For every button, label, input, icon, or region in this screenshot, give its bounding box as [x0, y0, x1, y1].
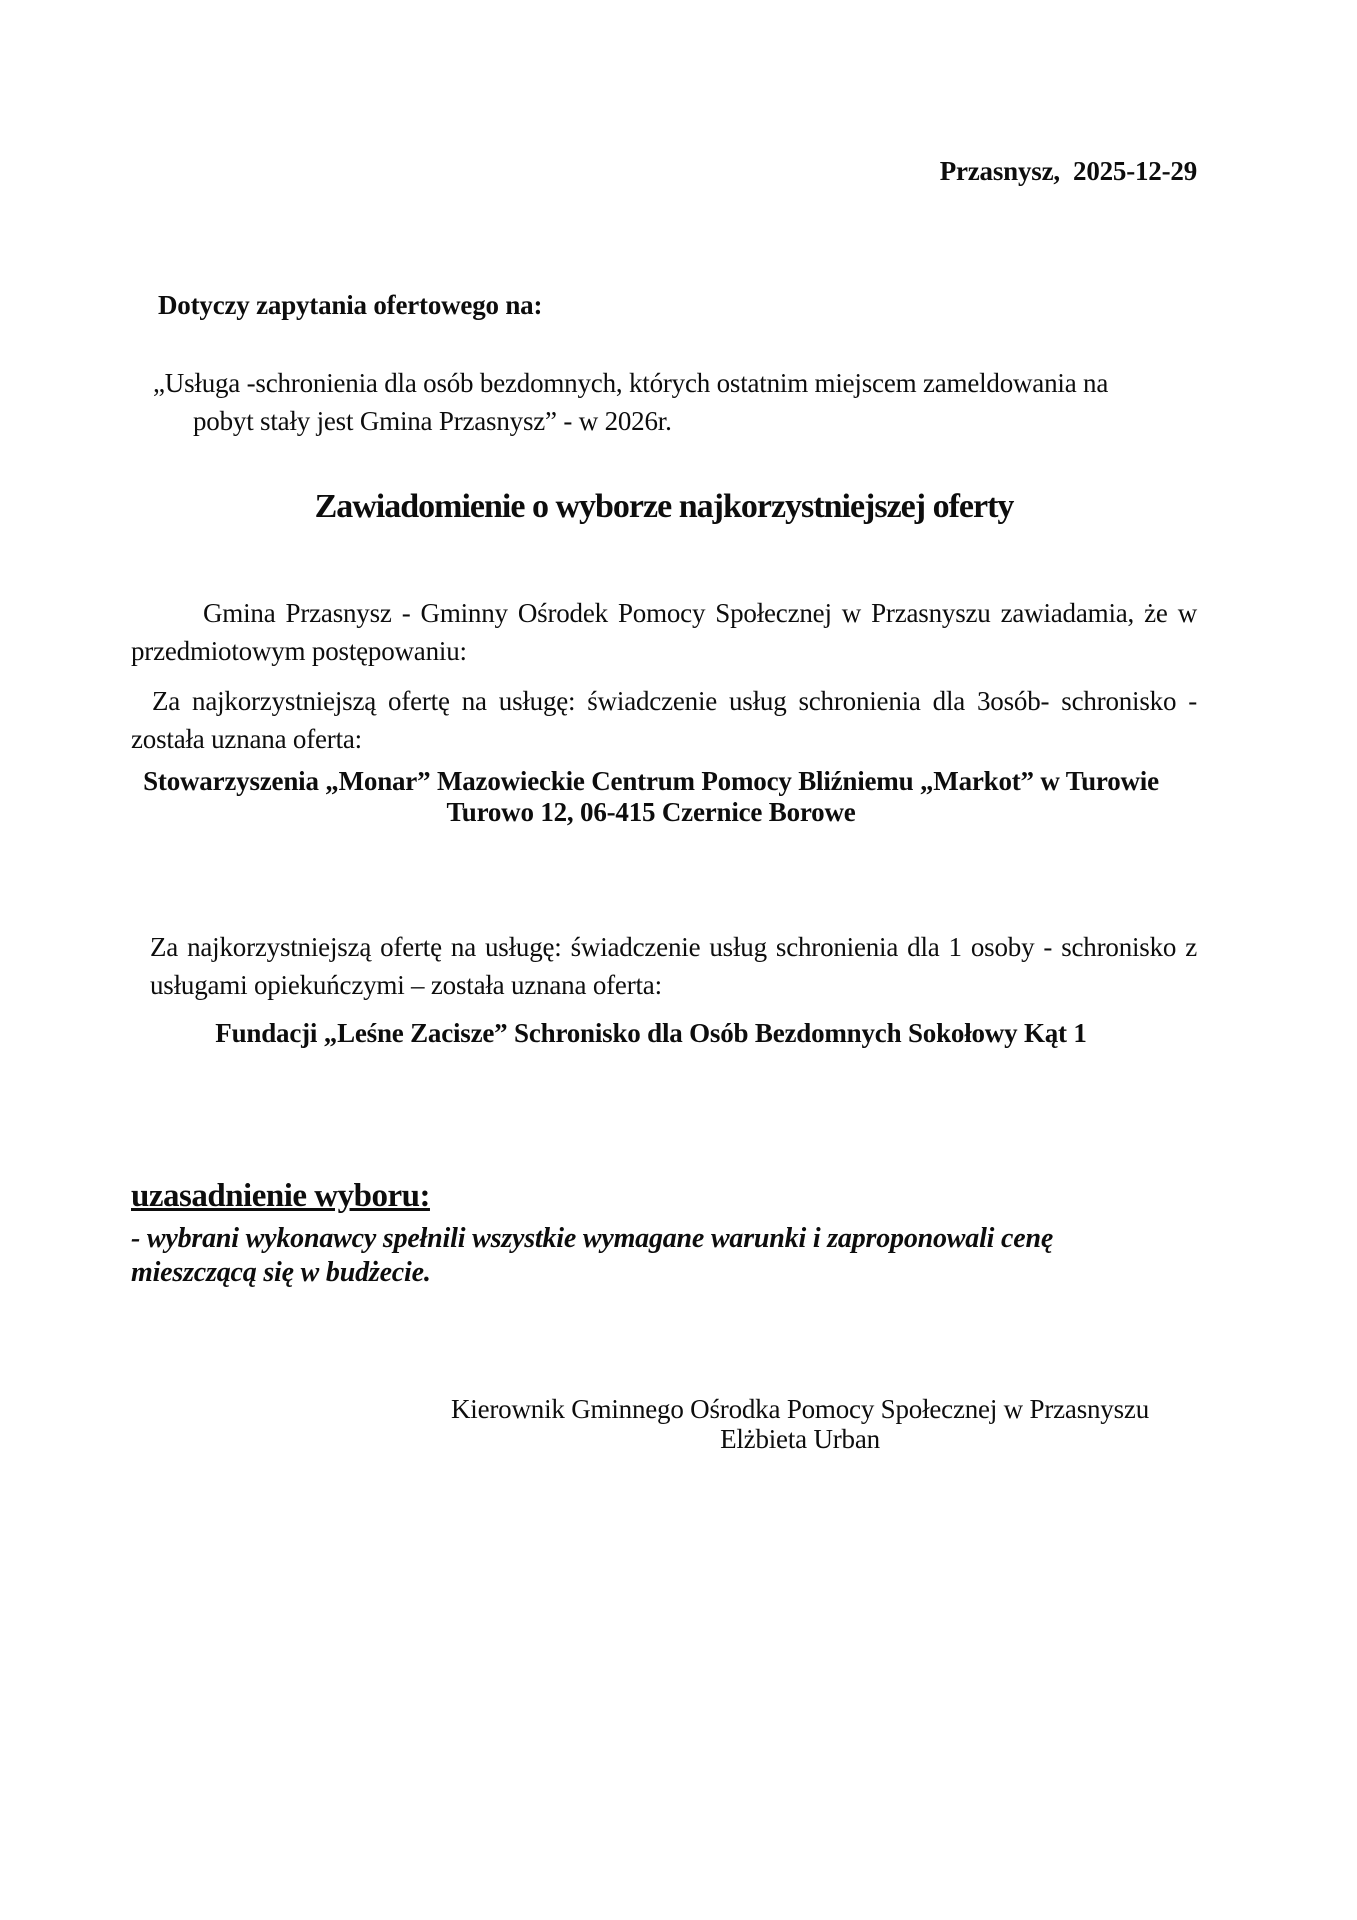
subject-line-1: „Usługa -schronienia dla osób bezdomnych, których ostatnim miejscem zameldowania na [153, 368, 1109, 398]
winner-block-1 [131, 766, 1171, 828]
signature-institution: Gminnego Ośrodka Pomocy Społecznej w Przasnyszu [571, 1394, 1149, 1424]
subject-heading: Dotyczy zapytania ofertowego na: [158, 290, 543, 320]
selection-1-line-1: Za najkorzystniejszą ofertę na usługę: świadczenie usług schronienia dla 3osób- schronisko - [152, 686, 1197, 716]
intro-paragraph [131, 594, 1197, 670]
signature-name: Elżbieta Urban [720, 1424, 880, 1454]
date-line: Przasnysz, 2025-12-29 [939, 156, 1197, 186]
selection-2-line-1: Za najkorzystniejszą ofertę na usługę: świadczenie usług schronienia dla 1 osoby - schronisko z [150, 932, 1197, 962]
winner-2-org: Schronisko dla Osób Bezdomnych [514, 1018, 902, 1048]
signature-role: Kierownik [451, 1394, 565, 1424]
winner-1-address: Turowo 12, 06-415 Czernice Borowe [446, 797, 856, 827]
winner-1-name: Stowarzyszenia „Monar” [143, 766, 431, 796]
selection-1-line-2: została uznana oferta: [131, 724, 362, 754]
justification-paragraph [131, 1222, 1131, 1290]
winner-2-name: Fundacji „Leśne Zacisze” [215, 1018, 508, 1048]
document-title: Zawiadomienie o wyborze najkorzystniejszej oferty [314, 488, 1014, 525]
winner-block-2 [131, 1018, 1171, 1049]
justification-heading: uzasadnienie wyboru: [131, 1178, 430, 1214]
selection-2-line-2: usługami opiekuńczymi – została uznana oferta: [150, 970, 662, 1000]
winner-2-address: Sokołowy Kąt 1 [907, 1018, 1087, 1048]
justification-line-2: mieszczącą się w budżecie. [131, 1257, 431, 1288]
winner-1-org: Mazowieckie Centrum Pomocy Bliźniemu [436, 766, 914, 796]
intro-line-2: przedmiotowym postępowaniu: [131, 636, 467, 666]
winner-1-branch: „Markot” w Turowie [919, 766, 1159, 796]
signature-block [430, 1394, 1170, 1454]
intro-line-1: Gmina Przasnysz - Gminny Ośrodek Pomocy Społecznej w Przasnyszu zawiadamia, że w [203, 598, 1197, 628]
selection-paragraph-1 [131, 682, 1197, 758]
selection-paragraph-2 [150, 928, 1197, 1004]
justification-line-1: - wybrani wykonawcy spełnili wszystkie wymagane warunki i zaproponowali cenę [131, 1223, 1054, 1254]
subject-paragraph [131, 364, 1197, 440]
subject-line-2: pobyt stały jest Gmina Przasnysz” - w 2026r. [193, 406, 672, 436]
